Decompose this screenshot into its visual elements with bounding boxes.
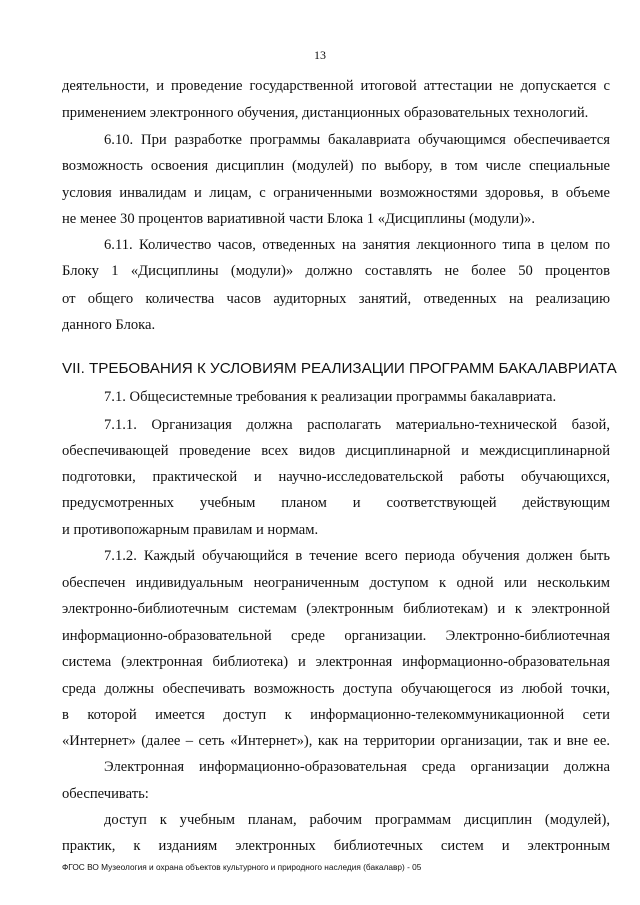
text-line: обеспечивать: bbox=[62, 786, 149, 802]
text-line: Электронная информационно-образовательная среда организации должна bbox=[104, 759, 610, 775]
text-line: 6.11. Количество часов, отведенных на занятия лекционного типа в целом по bbox=[104, 237, 610, 253]
text-line: доступ к учебным планам, рабочим программам дисциплин (модулей), bbox=[104, 812, 610, 828]
text-line: от общего количества часов аудиторных занятий, отведенных на реализацию bbox=[62, 291, 610, 307]
text-line: 7.1.2. Каждый обучающийся в течение всего периода обучения должен быть bbox=[104, 548, 610, 564]
text-line: Блоку 1 «Дисциплины (модули)» должно составлять не более 50 процентов bbox=[62, 263, 610, 279]
text-line: и противопожарным правилам и нормам. bbox=[62, 522, 319, 538]
text-line: 7.1.1. Организация должна располагать материально-технической базой, bbox=[104, 417, 610, 433]
text-line: информационно-образовательной среде организации. Электронно-библиотечная bbox=[62, 628, 610, 644]
text-line: подготовки, практической и научно-исследовательской работы обучающихся, bbox=[62, 469, 610, 485]
text-line: в которой имеется доступ к информационно-телекоммуникационной сети bbox=[62, 707, 610, 723]
section-heading: VII. ТРЕБОВАНИЯ К УСЛОВИЯМ РЕАЛИЗАЦИИ ПРОГРАММ БАКАЛАВРИАТА bbox=[62, 360, 617, 377]
text-line: практик, к изданиям электронных библиотечных систем и электронным bbox=[62, 838, 610, 854]
text-line: деятельности, и проведение государственной итоговой аттестации не допускается с bbox=[62, 78, 610, 94]
footer: ФГОС ВО Музеология и охрана объектов культурного и природного наследия (бакалавр) - 05 bbox=[62, 862, 422, 872]
text-line: применением электронного обучения, дистанционных образовательных технологий. bbox=[62, 105, 589, 121]
text-line: данного Блока. bbox=[62, 317, 156, 333]
text-line: обеспечивающей проведение всех видов дисциплинарной и междисциплинарной bbox=[62, 443, 610, 459]
text-line: условия инвалидам и лицам, с ограниченными возможностями здоровья, в объеме bbox=[62, 185, 610, 201]
text-line: возможность освоения дисциплин (модулей) по выбору, в том числе специальные bbox=[62, 158, 610, 174]
text-line: «Интернет» (далее – сеть «Интернет»), как на территории организации, так и вне ее. bbox=[62, 733, 610, 749]
page-number: 13 bbox=[314, 48, 326, 62]
text-line: обеспечен индивидуальным неограниченным доступом к одной или нескольким bbox=[62, 575, 610, 591]
text-line: не менее 30 процентов вариативной части Блока 1 «Дисциплины (модули)». bbox=[62, 211, 535, 227]
text-line: среда должны обеспечивать возможность доступа обучающегося из любой точки, bbox=[62, 681, 610, 697]
text-line: предусмотренных учебным планом и соответствующей действующим bbox=[62, 495, 610, 511]
text-line: 7.1. Общесистемные требования к реализации программы бакалавриата. bbox=[104, 389, 557, 405]
text-line: электронно-библиотечным системам (электронным библиотекам) и к электронной bbox=[62, 601, 610, 617]
text-line: 6.10. При разработке программы бакалавриата обучающимся обеспечивается bbox=[104, 132, 610, 148]
text-line: система (электронная библиотека) и электронная информационно-образовательная bbox=[62, 654, 610, 670]
